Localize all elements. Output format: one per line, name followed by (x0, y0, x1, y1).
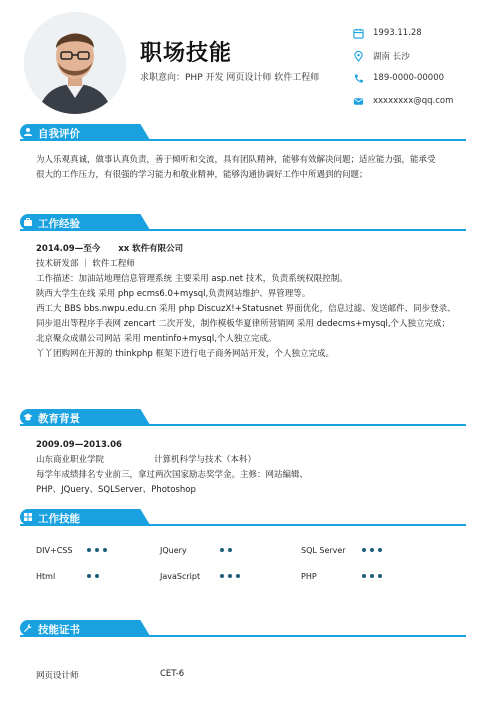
phone-icon (352, 72, 364, 84)
contact-phone (352, 71, 492, 85)
section-header-certificates (20, 620, 466, 638)
text-line: PHP、JQuery、SQLServer、Photoshop (36, 485, 196, 495)
work-period-company (36, 242, 466, 257)
self-evaluation-text (36, 153, 466, 183)
grid-icon (20, 509, 36, 525)
contact-location (352, 49, 492, 63)
skill-level-dot (362, 574, 366, 578)
edu-major: 计算机科学与技术（本科） (154, 455, 257, 465)
section-title: 技能证书 (38, 624, 80, 636)
text-line: 为人乐观真诚，做事认真负责，善于倾听和交流，具有团队精神，能够有效解决问题；适应能力强，能承受 (36, 155, 436, 165)
certificate-item: 网页设计师 (36, 671, 79, 681)
work-period: 2014.09—至今 (36, 244, 101, 254)
skill-name: SQL Server (301, 546, 346, 555)
section-title: 教育背景 (38, 413, 80, 425)
location-pin-icon (352, 50, 364, 62)
skill-level-dot (103, 548, 107, 552)
contact-location-text: 湖南 长沙 (373, 52, 410, 62)
text-line: 西工大 BBS bbs.nwpu.edu.cn 采用 php DiscuzX!+Statusnet 界面优化，信息过滤、发送邮件、同步登录、 (36, 304, 456, 314)
work-company: xx 软件有限公司 (118, 244, 184, 254)
job-intent: 求职意向：PHP 开发 网页设计师 软件工程师 (140, 73, 320, 83)
text-line: 技术研发部 ｜ 软件工程师 (36, 259, 135, 269)
skill-name: JQuery (160, 546, 187, 555)
skill-level-dot (228, 574, 232, 578)
text-line: 每学年成绩排名专业前三，拿过两次国家励志奖学金。主修：网站编辑、 (36, 470, 309, 480)
skill-name: PHP (301, 572, 317, 581)
text-line: 丫丫团购网在开源的 thinkphp 框架下进行电子商务网站开发，个人独立完成。 (36, 349, 334, 359)
wrench-icon (20, 620, 36, 636)
section-title: 工作经验 (38, 218, 80, 230)
edu-period: 2009.09—2013.06 (36, 440, 122, 450)
skill-level-dot (378, 574, 382, 578)
skill-level-dot (220, 574, 224, 578)
skill-level (362, 548, 382, 552)
skill-level-dot (362, 548, 366, 552)
calendar-icon (352, 27, 364, 39)
text-line: 同步退出等程序手表网 zencart 二次开发，制作模板华夏律所营销网 采用 dedecms+mysql,个人独立完成； (36, 319, 451, 329)
section-title: 工作技能 (38, 513, 80, 525)
work-experience-text (36, 242, 466, 362)
contact-email-text: xxxxxxxx@qq.com (373, 96, 454, 106)
skill-level-dot (87, 574, 91, 578)
skill-level-dot (95, 548, 99, 552)
section-title: 自我评价 (38, 128, 80, 140)
education-text (36, 438, 466, 498)
person-icon (20, 124, 36, 140)
graduation-cap-icon (20, 409, 36, 425)
skill-level-dot (87, 548, 91, 552)
portrait-illustration (24, 12, 126, 114)
skill-level-dot (236, 574, 240, 578)
skill-level-dot (370, 574, 374, 578)
text-line: 北京聚众成鼎公司网站 采用 mentinfo+mysql,个人独立完成。 (36, 334, 277, 344)
skill-level (220, 574, 240, 578)
contact-phone-text: 189-0000-00000 (373, 73, 445, 83)
skill-level (220, 548, 232, 552)
skill-level-dot (370, 548, 374, 552)
skill-level-dot (378, 548, 382, 552)
skill-level (87, 548, 107, 552)
skill-level (362, 574, 382, 578)
text-line: 工作描述：加油站地理信息管理系统 主要采用 asp.net 技术，负责系统权限控制。 (36, 274, 348, 284)
certificate-item: CET-6 (160, 669, 185, 679)
section-header-work-experience (20, 214, 466, 232)
contact-email (352, 94, 492, 108)
text-line: 陕西大学生在线 采用 php ecms6.0+mysql,负责网站维护、界管理等。 (36, 289, 311, 299)
skill-level-dot (95, 574, 99, 578)
briefcase-icon (20, 214, 36, 230)
skill-level-dot (228, 548, 232, 552)
email-icon (352, 95, 364, 107)
section-header-skills (20, 509, 466, 527)
skill-name: JavaScript (160, 572, 201, 581)
edu-school-major (36, 453, 466, 468)
text-line: 很大的工作压力，有很强的学习能力和敬业精神，能够沟通协调好工作中所遇到的问题； (36, 170, 368, 180)
section-header-self-evaluation (20, 124, 466, 142)
contact-birthdate-text: 1993.11.28 (373, 28, 422, 38)
contact-birthdate (352, 26, 492, 40)
skill-level (87, 574, 99, 578)
skill-name: DIV+CSS (36, 546, 73, 555)
page-title: 职场技能 (140, 41, 233, 66)
section-header-education (20, 409, 466, 427)
avatar-photo (24, 12, 126, 114)
skill-level-dot (220, 548, 224, 552)
skill-name: Html (36, 572, 56, 581)
edu-school: 山东商业职业学院 (36, 455, 105, 465)
